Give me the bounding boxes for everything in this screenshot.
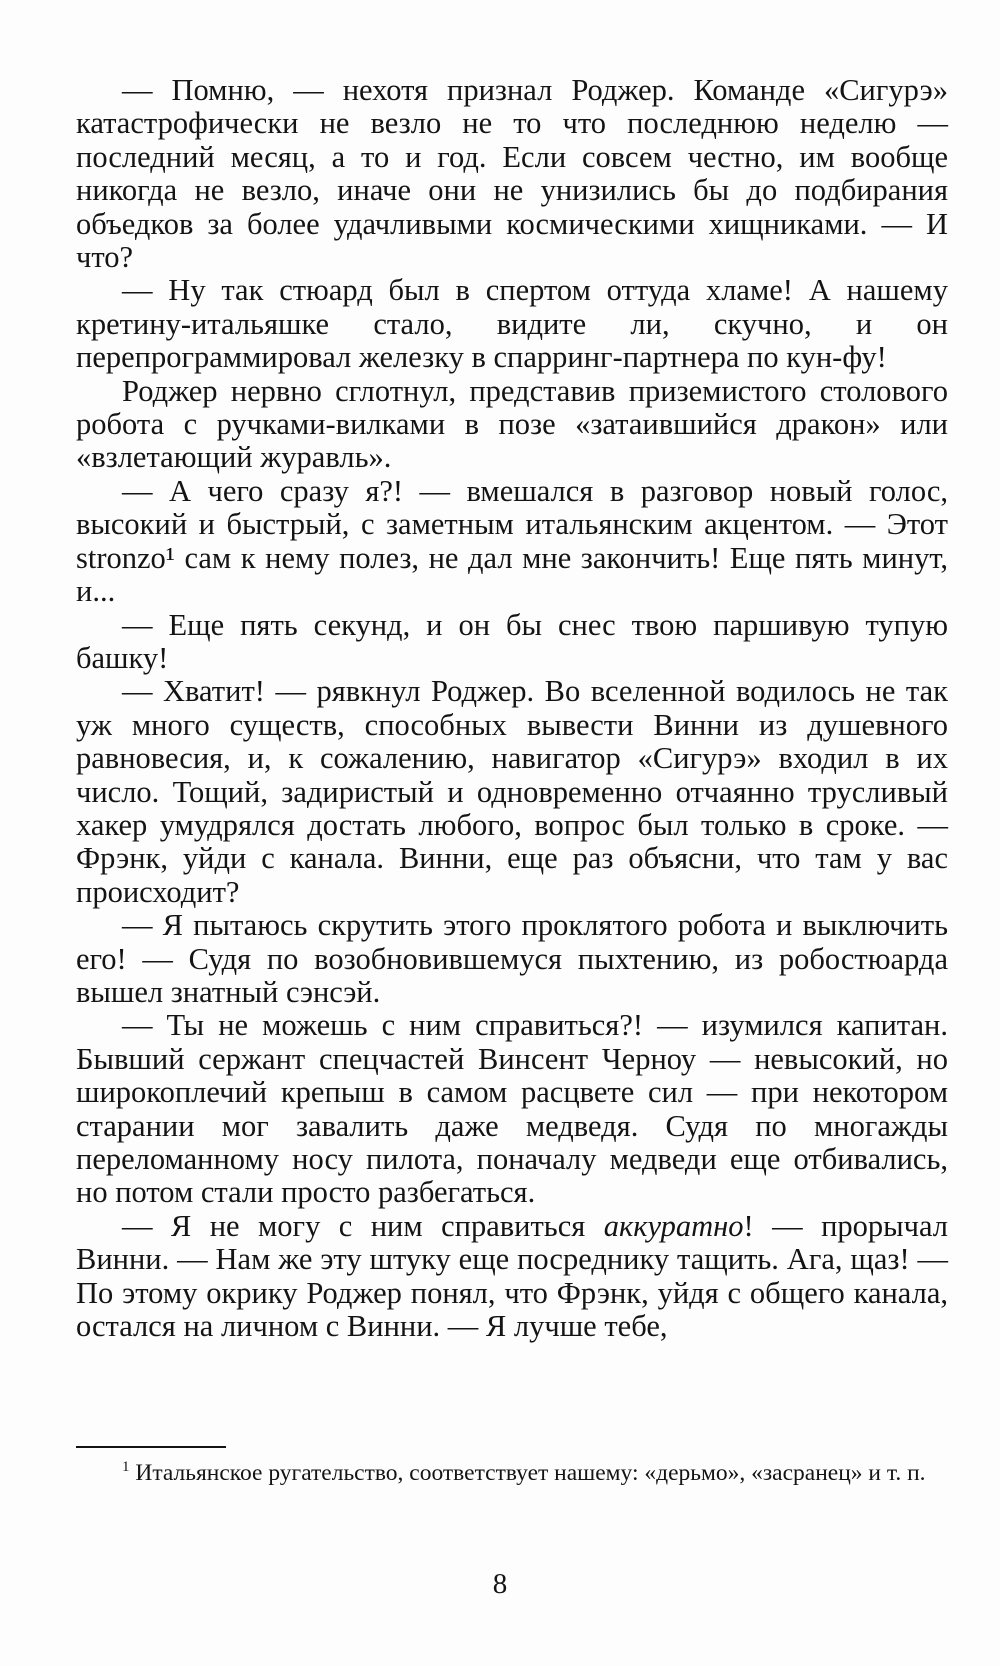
emphasis: аккуратно	[603, 1208, 744, 1243]
paragraph-2: — Ну так стюард был в спертом оттуда хламе! А нашему кретину-итальяшке стало, видите ли, скучно, и он перепрограммировал железку в спарринг-партнера по кун-фу!	[76, 273, 948, 375]
paragraph-4: — А чего сразу я?! — вмешался в разговор новый голос, высокий и быстрый, с заметным итальянским акцентом. — Этот stronzo¹ сам к нему полез, не дал мне закончить! Еще пять минут, и...	[76, 473, 948, 609]
paragraph-5: — Еще пять секунд, и он бы снес твою паршивую тупую башку!	[76, 607, 948, 675]
body-text	[76, 74, 948, 1343]
page-number: 8	[492, 1568, 508, 1600]
paragraph-1: — Помню, — нехотя признал Роджер. Команде «Сигурэ» катастрофически не везло не то что последнюю неделю — последний месяц, а то и год. Если совсем честно, им вообще никогда не везло, иначе они не унизились бы до подбирания объедков за более удачливыми космическими хищниками. — И что?	[76, 73, 948, 275]
paragraph-6: — Хватит! — рявкнул Роджер. Во вселенной водилось не так уж много существ, способных вывести Винни из душевного равновесия, и, к сожалению, навигатор «Сигурэ» входил в их число. Тощий, задиристый и одновременно отчаянно трусливый хакер умудрялся достать любого, вопрос был только в сроке. — Фрэнк, уйди с канала. Винни, еще раз объясни, что там у вас происходит?	[76, 674, 948, 909]
footnote	[76, 1458, 948, 1489]
paragraph-3: Роджер нервно сглотнул, представив приземистого столового робота с ручками-вилками в позе «затаившийся дракон» или «взлетающий журавль».	[76, 373, 948, 475]
paragraph-7: — Я пытаюсь скрутить этого проклятого робота и выключить его! — Судя по возобновившемуся пыхтению, из робостюарда вышел знатный сэнсэй.	[76, 908, 948, 1009]
footnote-text: Итальянское ругательство, соответствует нашему: «дерьмо», «засранец» и т. п.	[135, 1460, 926, 1486]
footnote-divider	[76, 1446, 226, 1448]
paragraph-8: — Ты не можешь с ним справиться?! — изумился капитан. Бывший сержант спецчастей Винсент Черноу — невысокий, но широкоплечий крепыш в самом расцвете сил — при некотором старании мог завалить даже медведя. Судя по многажды переломанному носу пилота, поначалу медведи еще отбивались, но потом стали просто разбегаться.	[76, 1008, 948, 1210]
paragraph-9: — Я не могу с ним справиться аккуратно! — прорычал Винни. — Нам же эту штуку еще посреднику тащить. Ага, щаз! — По этому окрику Роджер понял, что Фрэнк, уйдя с общего канала, остался на личном с Винни. — Я лучше тебе,	[76, 1208, 949, 1344]
footnote-marker: 1	[122, 1459, 130, 1476]
